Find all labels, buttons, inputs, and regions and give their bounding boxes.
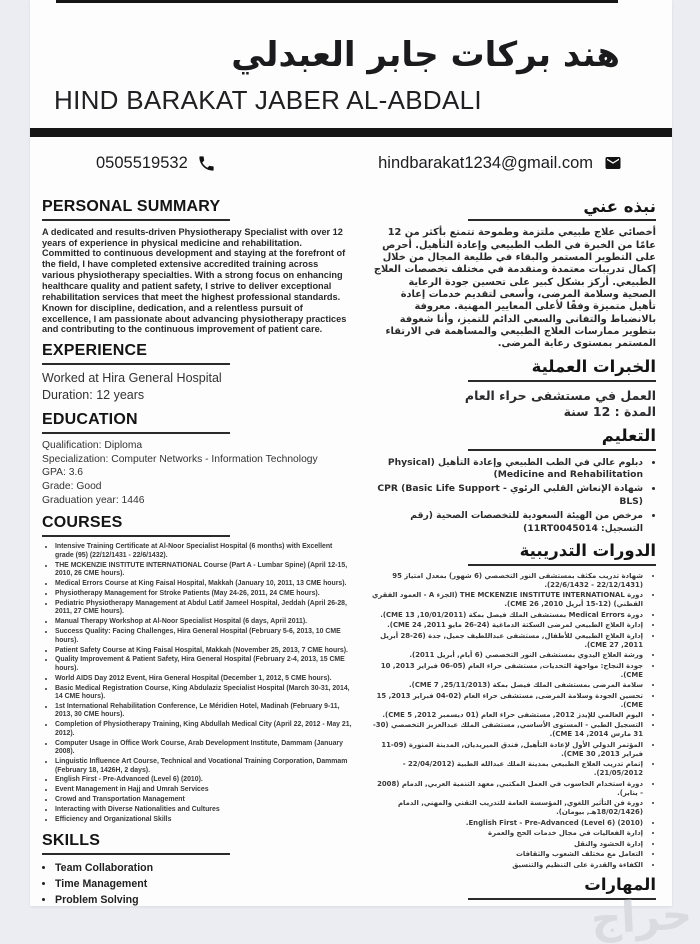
education-line: Qualification: Diploma: [42, 439, 143, 451]
section-underline: [468, 219, 656, 221]
education-line: Specialization: Computer Networks - Information Technology: [42, 453, 318, 465]
experience-ar-title: الخبرات العملية: [531, 356, 656, 376]
top-strip: [56, 0, 618, 3]
course-item: • Computer Usage in Office Work Course, Arab Development Institute, Dammam (January 2008).: [55, 740, 352, 757]
resume-page: [30, 0, 672, 906]
name-arabic: هند بركات جابر العبدلي: [231, 35, 620, 75]
education-title: EDUCATION: [42, 410, 138, 428]
course-ar-item: • إدارة الفعاليات في مجال خدمات الحج والعمرة: [372, 829, 643, 838]
personal-summary-title: PERSONAL SUMMARY: [42, 197, 221, 215]
course-ar-item: • المؤتمر الدولي الأول لإعادة التأهيل, فندق الميريديان, المدينة المنورة (09-11 فبراير 2013, 30 CME).: [372, 741, 643, 759]
section-about-ar: [372, 197, 656, 351]
experience-ar-line: المدة : 12 سنة: [563, 404, 656, 420]
course-ar-item: • تحسين الجودة وسلامة المرضى, مستشفى حراء العام (02-04 فبراير 2013, 15 CME).: [372, 692, 643, 710]
course-item: • Crowd and Transportation Management: [55, 796, 352, 804]
section-courses-ar: [372, 541, 656, 869]
about-ar-title: نبذه عني: [583, 196, 656, 216]
course-ar-item: • جودة النجاح: مواجهة التحديات, مستشفى حراء العام (05-06 فبراير 2013, 10 CME).: [372, 662, 643, 680]
course-item: • 1st International Rehabilitation Conference, Le Méridien Hotel, Madinah (February 9-11, 2013, 30 CME hours).: [55, 703, 352, 720]
course-item: • Manual Therapy Workshop at Al-Noor Specialist Hospital (6 days, April 2011).: [55, 618, 352, 626]
course-item: • Basic Medical Registration Course, King Abdulaziz Specialist Hospital (March 30-31, 2014, 14 CME hours).: [55, 685, 352, 702]
course-ar-item: • اليوم العالمي للإيدز 2012, مستشفى حراء العام (01 ديسمبر 2012, 5 CME).: [372, 711, 643, 720]
skills-title: SKILLS: [42, 831, 101, 849]
experience-line: Duration: 12 years: [42, 388, 145, 403]
education-line: Graduation year: 1446: [42, 494, 145, 506]
experience-title: EXPERIENCE: [42, 342, 148, 360]
phone-icon: [197, 154, 216, 173]
english-column: [42, 197, 352, 907]
section-underline: [42, 853, 230, 855]
course-item: • Quality Improvement & Patient Safety, Hira General Hospital (February 2-4, 2013, 15 CME hours).: [55, 656, 352, 673]
course-item: • Physiotherapy Management for Stroke Patients (May 24-26, 2011, 24 CME hours).: [55, 590, 352, 598]
course-ar-item: • التسجيل الطبي - المستوى الأساسي, مستشفى الملك عبدالعزيز التخصصي (30-31 مارس 2014, 14 CME).: [372, 721, 643, 739]
section-courses: [42, 513, 352, 824]
skill-item: • Team Collaboration: [55, 861, 352, 876]
course-ar-item: • دورة Medical Errors بمستشفى الملك فيصل بمكة (10/01/2011, 13 CME).: [372, 611, 643, 620]
email-address: hindbarakat1234@gmail.com: [378, 153, 593, 172]
education-ar-item: • شهادة الإنعاش القلبي الرئوي CPR (Basic Life Support - BLS): [372, 483, 643, 508]
courses-title: COURSES: [42, 514, 123, 532]
course-ar-item: • دورة استخدام الحاسوب في العمل المكتبي, معهد التنمية العربي, الدمام (2008 - يناير).: [372, 780, 643, 798]
personal-summary-text: A dedicated and results-driven Physiotherapy Specialist with over 12 years of experience in physical medicine and rehabilitation. Committed to continuous development and staying at the forefront of the field, I have completed extensive accredited training across various physiotherapy specialties. With a strong focus on enhancing healthcare quality and patient safety, I strive to deliver exceptional rehabilitation services that meet the highest professional standards. Known for discipline, dedication, and a relentless pursuit of excellence, I am passionate about advancing physiotherapy practices and contributing to the continuous improvement of patient care.: [42, 226, 347, 335]
content-columns: [30, 173, 672, 907]
section-underline: [42, 363, 230, 365]
experience-line: Worked at Hira General Hospital: [42, 371, 222, 386]
header-divider: [30, 128, 672, 137]
courses-ar-title: الدورات التدريبية: [519, 541, 656, 561]
course-item: • World AIDS Day 2012 Event, Hira General Hospital (December 1, 2012, 5 CME hours).: [55, 675, 352, 683]
email-contact: [378, 154, 624, 173]
email-icon: [602, 154, 624, 172]
course-item: • Linguistic Influence Art Course, Technical and Vocational Training Corporation, Dammam (February 18, 1426H, 2 days).: [55, 758, 352, 775]
experience-ar-line: العمل في مستشفى حراء العام: [464, 387, 656, 403]
education-line: GPA: 3.6: [42, 467, 84, 479]
section-underline: [468, 380, 656, 382]
course-ar-item: • إدارة العلاج الطبيعي لمرضى السكتة الدماغية (24-26 مايو 2011, 24 CME).: [372, 621, 643, 630]
course-ar-item: • English First - Pre-Advanced (Level 6) (2010).: [372, 819, 643, 828]
name-english: HIND BARAKAT JABER AL-ABDALI: [54, 84, 482, 115]
course-item: • Pediatric Physiotherapy Management at Abdul Latif Jameel Hospital, Jeddah (April 26-28, 2011, 27 CME hours).: [55, 600, 352, 617]
course-ar-item: • التعامل مع مختلف الشعوب والثقافات: [372, 850, 643, 859]
course-item: • Interacting with Diverse Nationalities and Cultures: [55, 806, 352, 814]
education-ar-item: • دبلوم عالي في الطب الطبيعي وإعادة التأهيل (Physical Medicine and Rehabilitation): [372, 457, 643, 482]
contact-row: [30, 137, 672, 173]
haraj-watermark: حراج: [589, 889, 694, 944]
course-item: • Intensive Training Certificate at Al-Noor Specialist Hospital (6 months) with Excellent grade (95) (22/12/1431 - 22/6/1432).: [55, 543, 352, 560]
section-education-ar: [372, 426, 656, 535]
course-ar-item: • الكفاءة والقدرة على التنظيم والتنسيق: [372, 861, 643, 870]
course-item: • Completion of Physiotherapy Training, King Abdullah Medical City (April 22, 2012 - May 21, 2012).: [55, 721, 352, 738]
section-underline: [42, 219, 230, 221]
course-item: • English First - Pre-Advanced (Level 6) (2010).: [55, 776, 352, 784]
course-item: • Success Quality: Facing Challenges, Hira General Hospital (February 5-6, 2013, 10 CME hours).: [55, 628, 352, 645]
course-ar-item: • إدارة العلاج الطبيعي للأطفال, مستشفى عبداللطيف جميل, جدة (26-28 أبريل 2011, 27 CME).: [372, 632, 643, 650]
course-ar-item: • ورشة العلاج اليدوي بمستشفى النور التخصصي (6 أيام, أبريل 2011).: [372, 651, 643, 660]
skills-ar-title: المهارات: [584, 875, 656, 895]
phone-number: 0505519532: [96, 153, 188, 172]
course-ar-item: • إتمام تدريب العلاج الطبيعي بمدينة الملك عبدالله الطبية (22/04/2012 - 21/05/2012).: [372, 760, 643, 778]
section-skills: [42, 831, 352, 906]
section-experience: [42, 341, 352, 403]
course-item: • Event Management in Hajj and Umrah Services: [55, 786, 352, 794]
course-item: • Patient Safety Course at King Faisal Hospital, Makkah (November 25, 2013, 7 CME hours).: [55, 647, 352, 655]
course-ar-item: • دورة THE MCKENZIE INSTITUTE INTERNATIONAL (الجزء A - العمود الفقري القطني) (12-15 أبريل 2010, 26 CME).: [372, 591, 643, 609]
skill-item: • Problem Solving: [55, 893, 352, 906]
section-underline: [42, 535, 230, 537]
education-ar-title: التعليم: [601, 425, 656, 445]
section-underline: [468, 449, 656, 451]
course-item: • Efficiency and Organizational Skills: [55, 816, 352, 824]
skill-item: • Time Management: [55, 877, 352, 892]
course-ar-item: • إدارة الحشود والنقل: [372, 840, 643, 849]
course-ar-item: • دورة فن التأثير اللغوي, المؤسسة العامة للتدريب التقني والمهني, الدمام (18/02/1426هـ, بيومان).: [372, 799, 643, 817]
course-ar-item: • شهادة تدريب مكثف بمستشفى النور التخصصي (6 شهور) بمعدل امتياز 95 (22/12/1431 - 22/6/1432).: [372, 572, 643, 590]
course-item: • Medical Errors Course at King Faisal Hospital, Makkah (January 10, 2011, 13 CME hours).: [55, 580, 352, 588]
section-underline: [468, 564, 656, 566]
education-ar-item: • مرخص من الهيئة السعودية للتخصصات الصحية (رقم التسجيل: 11RT0045014): [372, 510, 643, 535]
section-personal-summary: [42, 197, 352, 336]
section-education: [42, 410, 352, 507]
section-underline: [42, 432, 230, 434]
phone-contact: [96, 154, 216, 173]
arabic-column: [372, 197, 656, 907]
section-experience-ar: [372, 357, 656, 420]
course-ar-item: • سلامة المرضى بمستشفى الملك فيصل بمكة (25/11/2013, 7 CME).: [372, 681, 643, 690]
about-ar-text: أخصائي علاج طبيعي ملتزمة وطموحة تتمتع بأكثر من 12 عامًا من الخبرة في الطب الطبيعي وإعادة التأهيل. أحرص على التطوير المستمر والبقاء في طليعة المجال من خلال إكمال تدريبات معتمدة ومتقدمة في مختلف تخصصات العلاج الطبيعي. أركز بشكل كبير على تحسين جودة الرعاية الصحية وسلامة المرضى، وأسعى لتقديم خدمات إعادة تأهيل متميزة وفقًا لأعلى المعايير المهنية. معروفة بالانضباط والتفاني والسعي الدائم للتميز، وأنا شغوفة بتطوير ممارسات العلاج الطبيعي والمساهمة في الارتقاء المستمر بمستوى رعاية المرضى.: [373, 227, 656, 350]
education-line: Grade: Good: [42, 480, 102, 492]
course-item: • THE MCKENZIE INSTITUTE INTERNATIONAL Course (Part A - Lumbar Spine) (April 12-15, 2010, 26 CME hours).: [55, 562, 352, 579]
